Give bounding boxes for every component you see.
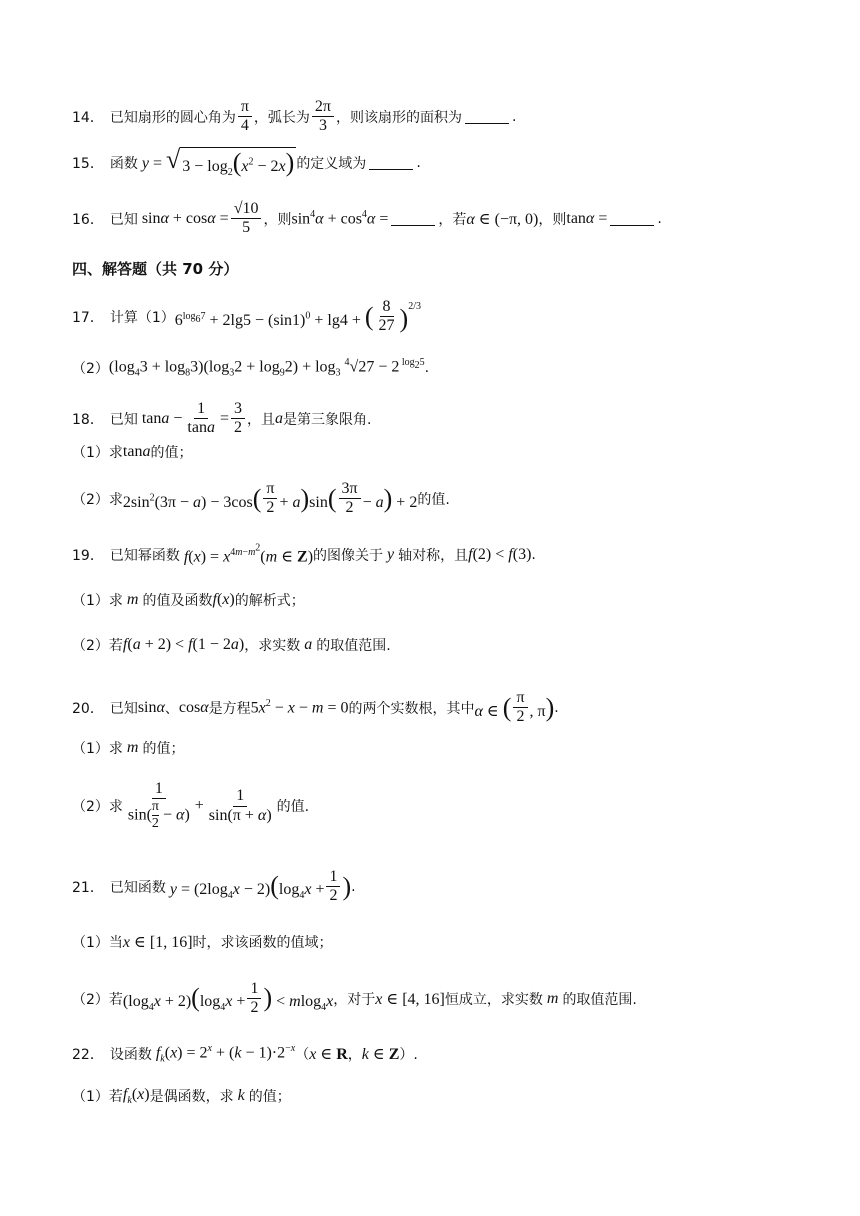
question-17: 17． 计算（1） $6^{log_67} + 2\lg 5 - (\sin 1)^0 + \lg 4$ + ( $\frac{8}{27}$ )$^{2/3}$ (72, 298, 421, 335)
math-expression: y = √ $3 - \log_2(x^2 - 2x)$ (141, 145, 295, 179)
fraction: $\frac{3\pi}{2}$ (339, 480, 361, 518)
question-19-part-2: （2）若 f(a + 2) < f(1 − 2a) ，求实数 a 的取值范围. (72, 636, 391, 654)
math-expression: $\sin^4\alpha + \cos^4\alpha$ = (291, 209, 389, 228)
question-20: 20． 已知 sinα 、 cosα 是方程 $5x^2 - x - m = 0$ 的两个实数根，其中 α ∈ ( $\frac{\pi}{2}$ , π) . (72, 689, 559, 726)
question-21-part-1: （1）当 x ∈ [1, 16] 时，求该函数的值域； (72, 934, 333, 951)
fraction: $\frac{1}{\sin(\pi + \alpha)}$ (208, 787, 272, 824)
question-21-part-2: （2）若 $(\log_4x + 2)(\log_4x$ + $\frac{1}{2}$ ) < mlog$_4$x ，对于 x ∈ [4, 16] 恒成立，求实数 m 的取值范围. (72, 980, 637, 1017)
answer-blank (369, 155, 413, 170)
question-number: 19． (72, 547, 104, 564)
section-heading: 四、解答题（共 70 分） (72, 260, 239, 278)
fraction: $\frac{3}{2}$ (231, 400, 245, 438)
math-expression: tanα = (566, 209, 608, 227)
question-19: 19． 已知幂函数 $f(x) = x^{4m-m^2}(m$ ∈ Z) 的图像关于 y 轴对称，且 f(2) < f(3) . (72, 543, 536, 566)
answer-blank (610, 211, 654, 226)
question-number: 16． (72, 211, 104, 228)
fraction: $\frac{1}{2}$ (326, 868, 340, 906)
math-expression: $2\sin^2(3\pi - a) - 3\cos$( (122, 483, 262, 513)
question-number: 15． (72, 155, 104, 172)
fraction: $\frac{2\pi}{3}$ (312, 98, 334, 136)
fraction: $\frac{1}{\tan a}$ (187, 400, 215, 437)
fraction: $\frac{\pi}{4}$ (238, 98, 252, 136)
question-19-part-1: （1）求 m 的值及函数 f(x) 的解析式； (72, 591, 305, 609)
question-16: 16． 已知 sinα + cosα = $\frac{√10}{5}$ ，则 $\sin^4\alpha + \cos^4\alpha$ = ，若 α ∈ (−π, 0) ，则 tanα = . (72, 200, 662, 237)
fraction: $\frac{8}{27}$ (378, 298, 395, 335)
math-expression: $(\log_43 + \log_83)(\log_32 + \log_92) + \log_3 ^4√27 - 2$ $^{log_25}$ (108, 357, 425, 379)
question-21: 21． 已知函数 $y = (2\log_4x - 2)(\log_4x$ + $\frac{1}{2}$ ) . (72, 868, 356, 905)
math-expression: $f_k(x) = 2^x + (k - 1)\cdot 2^{-x}$ (155, 1043, 296, 1065)
math-expression: α ∈ (−π, 0) (466, 210, 539, 228)
math-expression: $6^{log_67} + 2\lg 5 - (\sin 1)^0 + \lg 4$ + ( (174, 301, 374, 331)
answer-blank (391, 211, 435, 226)
math-expression: $f(x) = x^{4m-m^2}(m$ ∈ Z) (183, 543, 314, 566)
question-number: 14． (72, 109, 104, 126)
fraction: $\frac{\pi}{2}$ (263, 480, 277, 518)
question-18-part-2: （2）求 $2\sin^2(3\pi - a) - 3\cos$( $\frac{\pi}{2}$ + a)sin( $\frac{3\pi}{2}$ − a) + 2 的值. (72, 480, 450, 517)
question-22: 22． 设函数 $f_k(x) = 2^x + (k - 1)\cdot 2^{-x}$ （ x ∈ R ， k ∈ Z ）. (72, 1043, 418, 1065)
math-expression: $y = (2\log_4x - 2)(\log_4x$ + (169, 870, 325, 901)
question-20-part-1: （1）求 m 的值； (72, 739, 185, 757)
question-number: 20． (72, 700, 104, 717)
question-18-part-1: （1）求 tana 的值； (72, 443, 193, 461)
fraction: 1 sin( $\frac{\pi}{2}$ − α) (127, 780, 190, 832)
question-number: 21． (72, 879, 104, 896)
answer-blank (465, 109, 509, 124)
question-15: 15． 函数 y = √ $3 - \log_2(x^2 - 2x)$ 的定义域为 . (72, 145, 421, 179)
question-22-part-1: （1）若 $f_k(x)$ 是偶函数，求 k 的值； (72, 1086, 291, 1107)
fraction: $\frac{\pi}{2}$ (513, 689, 527, 727)
question-18: 18． 已知 tana − $\frac{1}{\tan a}$ = $\frac{3}{2}$ ，且 a 是第三象限角. (72, 400, 372, 437)
fraction: $\frac{1}{2}$ (247, 980, 261, 1018)
question-number: 18． (72, 411, 104, 428)
question-17-part-2: （2） $(\log_43 + \log_83)(\log_32 + \log_92) + \log_3 ^4√27 - 2$ $^{log_25}$ . (72, 357, 430, 379)
question-20-part-2: （2）求 1 sin( $\frac{\pi}{2}$ − α) + $\frac{1}{\sin(\pi + \alpha)}$ 的值. (72, 780, 310, 832)
math-expression: sinα + cosα = (137, 209, 229, 227)
fraction: $\frac{√10}{5}$ (231, 200, 262, 238)
question-number: 17． (72, 309, 104, 326)
question-14: 14． 已知扇形的圆心角为 $\frac{\pi}{4}$ ，弧长为 $\frac{2\pi}{3}$ ，则该扇形的面积为 . (72, 98, 517, 135)
question-number: 22． (72, 1046, 104, 1063)
